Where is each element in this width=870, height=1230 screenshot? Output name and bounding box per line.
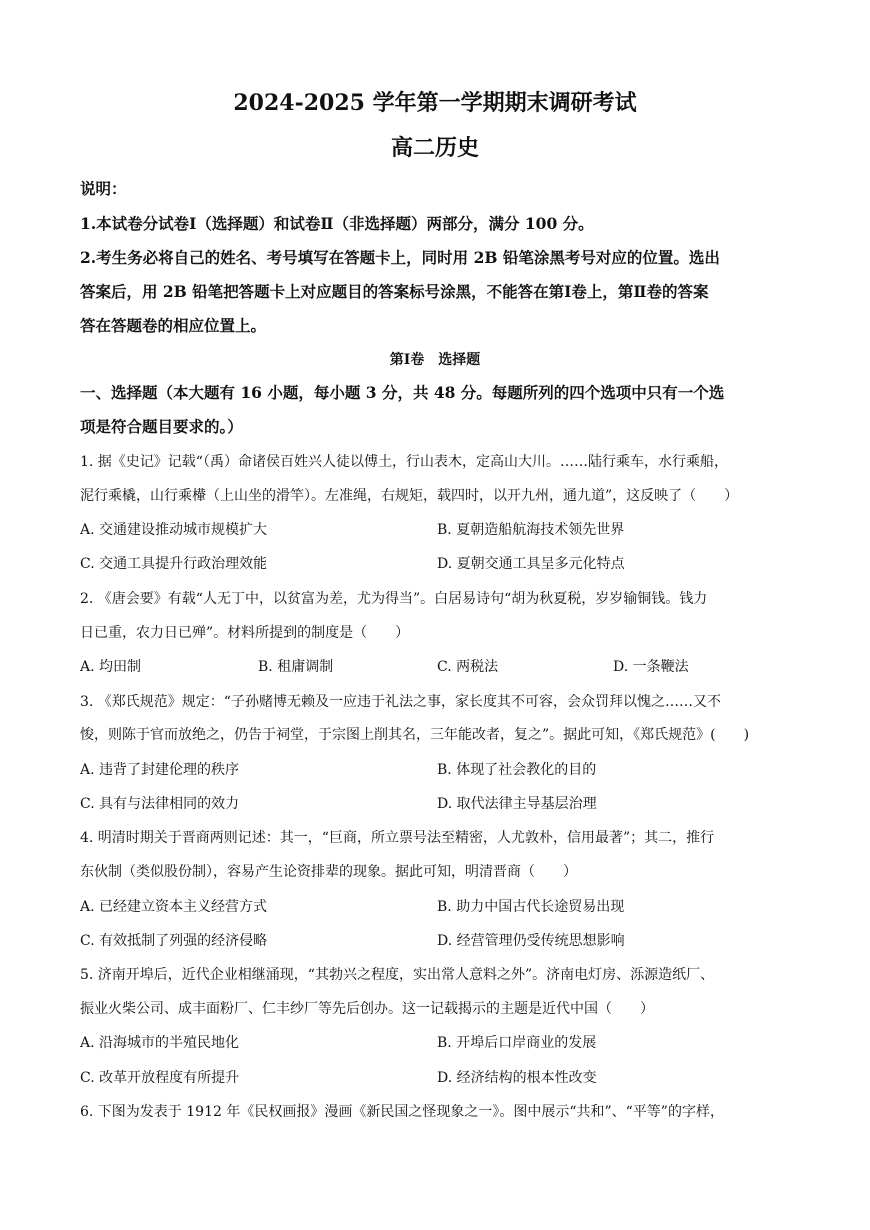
q3-option-c: C. 具有与法律相同的效力	[80, 796, 240, 812]
q2-option-c: C. 两税法	[437, 659, 499, 675]
q3-option-b: B. 体现了社会教化的目的	[437, 762, 597, 778]
q4-option-c: C. 有效抵制了列强的经济侵略	[80, 933, 268, 949]
notes-heading: 说明：	[80, 179, 127, 198]
notes-line-2: 2.考生务必将自己的姓名、考号填写在答题卡上，同时用 2B 铅笔涂黑考号对应的位置。选出	[80, 248, 720, 267]
q4-option-a: A. 已经建立资本主义经营方式	[80, 899, 268, 915]
q2-stem-1: 2. 《唐会要》有载“人无丁中，以贫富为差，尤为得当”。白居易诗句“胡为秋夏税，岁岁输铜钱。钱力	[80, 591, 708, 607]
exam-title: 2024-2025 学年第一学期期末调研考试	[233, 90, 637, 116]
q2-option-d: D. 一条鞭法	[613, 659, 689, 675]
q2-stem-2: 日已重，农力日已殚”。材料所提到的制度是（ ）	[80, 625, 410, 641]
q1-option-b: B. 夏朝造船航海技术领先世界	[437, 522, 625, 538]
q2-option-b: B. 租庸调制	[258, 659, 334, 675]
q3-stem-2: 悛，则陈于官而放绝之，仍告于祠堂，于宗图上削其名，三年能改者，复之”。据此可知，《郑氏规范》( )	[80, 727, 750, 743]
q4-option-b: B. 助力中国古代长途贸易出现	[437, 899, 625, 915]
notes-line-3: 答案后，用 2B 铅笔把答题卡上对应题目的答案标号涂黑，不能答在第Ⅰ卷上，第Ⅱ卷的答案	[80, 282, 709, 301]
exam-subject: 高二历史	[390, 135, 479, 161]
q4-option-d: D. 经营管理仍受传统思想影响	[437, 933, 625, 949]
q1-option-a: A. 交通建设推动城市规模扩大	[80, 522, 268, 538]
section-intro-1: 一、选择题（本大题有 16 小题，每小题 3 分，共 48 分。每题所列的四个选项中只有一个选	[80, 383, 725, 402]
section-intro-2: 项是符合题目要求的。）	[80, 417, 243, 436]
q2-option-a: A. 均田制	[80, 659, 142, 675]
section-title: 第Ⅰ卷 选择题	[389, 352, 481, 368]
q5-option-b: B. 开埠后口岸商业的发展	[437, 1035, 597, 1051]
q1-option-c: C. 交通工具提升行政治理效能	[80, 556, 268, 572]
q4-stem-1: 4. 明清时期关于晋商两则记述：其一，“巨商，所立票号法至精密，人尤敦朴，信用最著”；其二，推行	[80, 830, 715, 846]
q1-stem-1: 1. 据《史记》记载“（禹）命诸侯百姓兴人徒以傅土，行山表木，定高山大川。……陆行乘车，水行乘船，	[80, 454, 728, 470]
q3-option-a: A. 违背了封建伦理的秩序	[80, 762, 240, 778]
q6-stem-1: 6. 下图为发表于 1912 年《民权画报》漫画《新民国之怪现象之一》。图中展示“共和”、“平等”的字样，	[80, 1104, 724, 1120]
notes-line-4: 答在答题卷的相应位置上。	[80, 316, 267, 335]
q5-option-a: A. 沿海城市的半殖民地化	[80, 1035, 240, 1051]
q5-stem-1: 5. 济南开埠后，近代企业相继涌现，“其勃兴之程度，实出常人意料之外”。济南电灯房、泺源造纸厂、	[80, 967, 715, 983]
notes-line-1: 1.本试卷分试卷Ⅰ（选择题）和试卷Ⅱ（非选择题）两部分，满分 100 分。	[80, 214, 594, 233]
q5-option-c: C. 改革开放程度有所提升	[80, 1070, 240, 1086]
q3-stem-1: 3. 《郑氏规范》规定：“子孙赌博无赖及一应违于礼法之事，家长度其不可容，会众罚拜以愧之……又不	[80, 694, 721, 710]
q5-option-d: D. 经济结构的根本性改变	[437, 1070, 597, 1086]
q4-stem-2: 东伙制（类似股份制），容易产生论资排辈的现象。据此可知，明清晋商（ ）	[80, 864, 577, 880]
q5-stem-2: 振业火柴公司、成丰面粉厂、仁丰纱厂等先后创办。这一记载揭示的主题是近代中国（ ）	[80, 1001, 654, 1017]
q1-stem-2: 泥行乘橇，山行乘檋（上山坐的滑竿）。左准绳，右规矩，载四时，以开九州，通九道”，这反映了（ ）	[80, 488, 739, 504]
q3-option-d: D. 取代法律主导基层治理	[437, 796, 597, 812]
q1-option-d: D. 夏朝交通工具呈多元化特点	[437, 556, 625, 572]
